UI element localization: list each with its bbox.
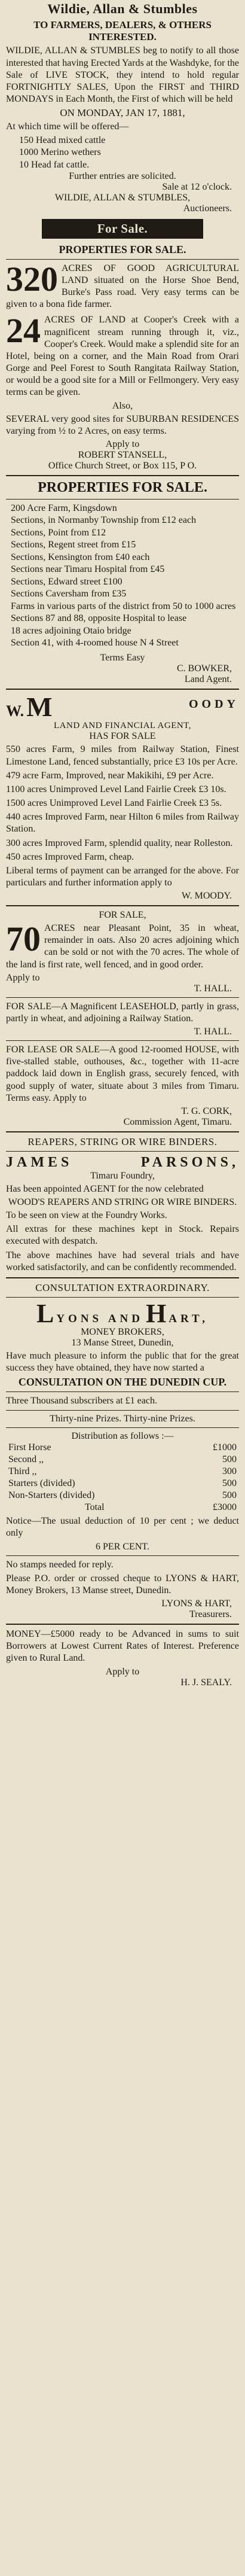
wildie-offered-intro: At which time will be offered— [6, 121, 129, 132]
divider [6, 1131, 239, 1132]
table-row: Non-Starters (divided) 500 [8, 1490, 237, 1501]
list-item: Sections, in Normanby Township from £12 each [11, 515, 197, 526]
consultation-subhead: MONEY BROKERS, [81, 1326, 164, 1337]
ad70-signature: T. HALL. [194, 983, 232, 994]
list-item: Sections near Timaru Hospital from £45 [11, 564, 165, 575]
divider [6, 1277, 239, 1278]
consultation-rate: 6 PER CENT. [96, 1541, 149, 1552]
list-item: 479 acre Farm, Improved, near Makikihi, £9 per Acre. [6, 770, 214, 781]
ad-70-number: 70 [6, 919, 41, 959]
consultation-signature: LYONS & HART, [161, 1598, 232, 1609]
list-item: 300 acres Improved Farm, splendid quality, near Rolleston. [6, 838, 233, 848]
divider [6, 1391, 239, 1392]
leasehold-signature: T. HALL. [194, 1027, 232, 1037]
masthead: Wildie, Allan & Stumbles [47, 1, 198, 16]
money-text: MONEY—£5000 ready to be Advanced in sums to suit Borrowers at Lowest Current Rates of Interest. Preference given to Rural Land. [6, 1629, 239, 1664]
consultation-body: Have much pleasure to inform the public that for the great success they have obtained, they have now started a [6, 1350, 239, 1373]
moody-has-for-sale: HAS FOR SALE [89, 731, 156, 742]
wildie-items [6, 135, 239, 170]
house-signature-role: Commission Agent, Timaru. [123, 1116, 232, 1127]
table-row: Third ,, 300 [8, 1466, 237, 1477]
parsons-appointed: Has been appointed AGENT for the now celebrated [6, 1183, 204, 1194]
moody-subhead: LAND AND FINANCIAL AGENT, [54, 721, 191, 731]
list-item: Sections, Edward street £100 [11, 576, 122, 587]
consultation-title: CONSULTATION ON THE DUNEDIN CUP. [18, 1376, 227, 1389]
consultation-address: 13 Manse Street, Dunedin, [71, 1337, 174, 1348]
parsons-stock: All extras for these machines kept in Stock. Repairs executed with despatch. [6, 1224, 239, 1247]
list-item: 1500 acres Unimproved Level Land Fairlie Creek £3 5s. [6, 798, 222, 809]
moody-initial: W. [6, 702, 24, 720]
parsons-product: WOOD'S REAPERS AND STRING OR WIRE BINDERS. [8, 1197, 237, 1208]
properties2-heading: PROPERTIES FOR SALE. [38, 479, 207, 495]
moody-signature: W. MOODY. [181, 891, 232, 902]
list-item: 200 Acre Farm, Kingsdown [11, 503, 117, 513]
ad-320-acres [6, 259, 239, 313]
ad70-apply: Apply to [6, 972, 40, 983]
bowker-agent: C. BOWKER, [177, 663, 232, 674]
parsons-trials: The above machines have had several trials and have worked satisfactorily, and can be confidently recommended. [6, 1250, 239, 1272]
table-row: Starters (divided) 500 [8, 1478, 237, 1489]
wildie-further: Further entries are solicited. [69, 170, 176, 181]
list-item: 450 acres Improved Farm, cheap. [6, 851, 134, 862]
also-label: Also, [112, 400, 133, 411]
divider [6, 689, 239, 690]
newspaper-column [6, 0, 239, 1688]
moody-list [6, 744, 239, 863]
divider [6, 499, 239, 500]
wildie-heading: TO FARMERS, DEALERS, & OTHERS INTERESTED. [33, 19, 212, 43]
divider [6, 1555, 239, 1556]
list-item: Sections, Regent street from £15 [11, 540, 136, 550]
table-row: First Horse £1000 [8, 1442, 237, 1453]
divider [6, 475, 239, 476]
consultation-prizes: Thirty-nine Prizes. Thirty-nine Prizes. [50, 1414, 195, 1424]
list-item: Farms in various parts of the district from 50 to 1000 acres [11, 601, 236, 611]
list-item: 10 Head fat cattle. [19, 159, 90, 170]
consultation-heading: CONSULTATION EXTRAORDINARY. [35, 1281, 210, 1293]
properties1-heading: PROPERTIES FOR SALE. [59, 243, 186, 255]
list-item: Sections Caversham from £35 [11, 589, 127, 599]
moody-terms: Liberal terms of payment can be arranged for the above. For particulars and further information apply to [6, 865, 239, 888]
wildie-date: ON MONDAY, JAN 17, 1881, [60, 107, 185, 119]
ad70-heading: FOR SALE, [99, 910, 146, 921]
suburban-sites-text: SEVERAL very good sites for SUBURBAN RESIDENCES varying from ½ to 2 Acres, on easy terms. [6, 413, 239, 436]
distribution-table [6, 1442, 239, 1514]
divider [6, 1410, 239, 1411]
parsons-first: JAMES [6, 1154, 73, 1170]
bowker-agent-role: Land Agent. [184, 674, 232, 685]
table-row-total: Total £3000 [84, 1502, 237, 1513]
bowker-list [6, 503, 239, 650]
consultation-signature-role: Treasurers. [189, 1609, 232, 1620]
list-item: Sections 87 and 88, opposite Hospital to lease [11, 613, 187, 624]
lyons-name-mid: YONS AND [56, 1312, 143, 1325]
divider [6, 1427, 239, 1428]
list-item: Sections, Kensington from £40 each [11, 552, 150, 562]
list-item: 440 acres Improved Farm, near Hilton 6 miles from Railway Station. [6, 812, 239, 835]
list-item: 1000 Merino wethers [19, 147, 101, 158]
divider [6, 905, 239, 906]
house-signature: T. G. CORK, [181, 1106, 232, 1116]
money-signature: H. J. SEALY. [180, 1677, 232, 1688]
moody-masthead [6, 693, 239, 721]
ad-320-number: 320 [6, 259, 58, 299]
parsons-foundry: Timaru Foundry, [90, 1170, 155, 1181]
lyons-big-letter: L [36, 1298, 54, 1328]
leasehold-text: FOR SALE—A Magnificent LEASEHOLD, partly in grass, partly in wheat, and adjoining a Railway Station. [6, 1001, 239, 1024]
list-item: Section 41, with 4-roomed house N 4 Street [11, 637, 179, 648]
parsons-seen: To be seen on view at the Foundry Works. [6, 1210, 167, 1221]
lyons-hart-name [6, 1298, 239, 1328]
list-item: Sections, Point from £12 [11, 527, 106, 538]
wildie-body: WILDIE, ALLAN & STUMBLES beg to notify to all those interested that having Erected Yards at the Washdyke, for the Sale of LIVE STOCK, they intend to hold regular FORTNIGHTLY SALES, Upon the FIRST and THIRD MONDAYS in Each Month, the First of which will be held [6, 45, 239, 105]
list-item: 550 acres Farm, 9 miles from Railway Station, Finest Limestone Land, fenced substantially, price £3 10s per Acre. [6, 744, 239, 767]
moody-name-rest: OODY [189, 698, 239, 711]
hart-name-end: ART, [169, 1312, 209, 1325]
hart-big-letter: H [145, 1298, 167, 1328]
list-item: 18 acres adjoining Otaio bridge [11, 625, 131, 636]
bowker-terms: Terms Easy [100, 653, 145, 663]
ad-320-text: ACRES OF GOOD AGRICULTURAL LAND situated on the Horse Shoe Bend, Burke's Pass road. Very easy terms can be given to a bona fide farmer. [6, 263, 239, 310]
distribution-heading: Distribution as follows :— [71, 1431, 174, 1442]
ad-24-number: 24 [6, 311, 41, 351]
consultation-orders: Please P.O. order or crossed cheque to LYONS & HART, Money Brokers, 13 Manse street, Dunedin. [6, 1573, 239, 1595]
stansell-address: Office Church Street, or Box 115, P O. [48, 460, 197, 471]
ad-70-text: ACRES near Pleasant Point, 35 in wheat, remainder in oats. Also 20 acres adjoining which can be sold or not with the 70 acres. The whole of the land is first rate, well fenced, and in good order. [6, 923, 239, 970]
divider [6, 1040, 239, 1041]
table-row: Second ,, 500 [8, 1454, 237, 1465]
wildie-sale-time: Sale at 12 o'clock. [162, 181, 232, 192]
list-item: 150 Head mixed cattle [19, 135, 106, 146]
stansell-name: ROBERT STANSELL, [78, 449, 167, 460]
parsons-last: PARSONS, [140, 1154, 239, 1170]
divider [6, 1624, 239, 1625]
reapers-heading: REAPERS, STRING OR WIRE BINDERS. [27, 1135, 218, 1147]
ad-24-acres [6, 311, 239, 400]
consultation-subscribers: Three Thousand subscribers at £1 each. [6, 1396, 157, 1406]
divider [6, 1151, 239, 1152]
parsons-name [6, 1155, 239, 1171]
ad-24-text: ACRES OF LAND at Cooper's Creek with a magnificent stream running through it, viz., Cooper's Creek. Would make a splendid site for an Hotel, being on a corner, and the Main Road from Orari Gorge and Peel Forest to South Rangitata Railway Station, or would be a good site for a Mill or Fellmongery. Very easy terms can be given. [6, 315, 239, 398]
divider [6, 997, 239, 998]
for-sale-banner: For Sale. [42, 219, 203, 239]
wildie-signature: WILDIE, ALLAN & STUMBLES, [54, 192, 191, 203]
moody-big-letter: M [26, 692, 53, 723]
apply-label: Apply to [105, 439, 140, 449]
wildie-signature-role: Auctioneers. [183, 203, 232, 214]
list-item: 1100 acres Unimproved Level Land Fairlie Creek £3 10s. [6, 784, 226, 794]
ad-70-acres [6, 919, 239, 973]
consultation-notice: Notice—The usual deduction of 10 per cent ; we deduct only [6, 1516, 239, 1539]
money-apply: Apply to [105, 1666, 140, 1677]
house-text: FOR LEASE OR SALE—A good 12-roomed HOUSE, with five-stalled stable, outhouses, &c., together with 11-acre paddock laid down in English grass, securely fenced, with good supply of water, situate about 3 miles from Timaru. Terms easy. Apply to [6, 1045, 239, 1103]
divider [6, 1297, 239, 1298]
consultation-stamps: No stamps needed for reply. [6, 1559, 114, 1570]
